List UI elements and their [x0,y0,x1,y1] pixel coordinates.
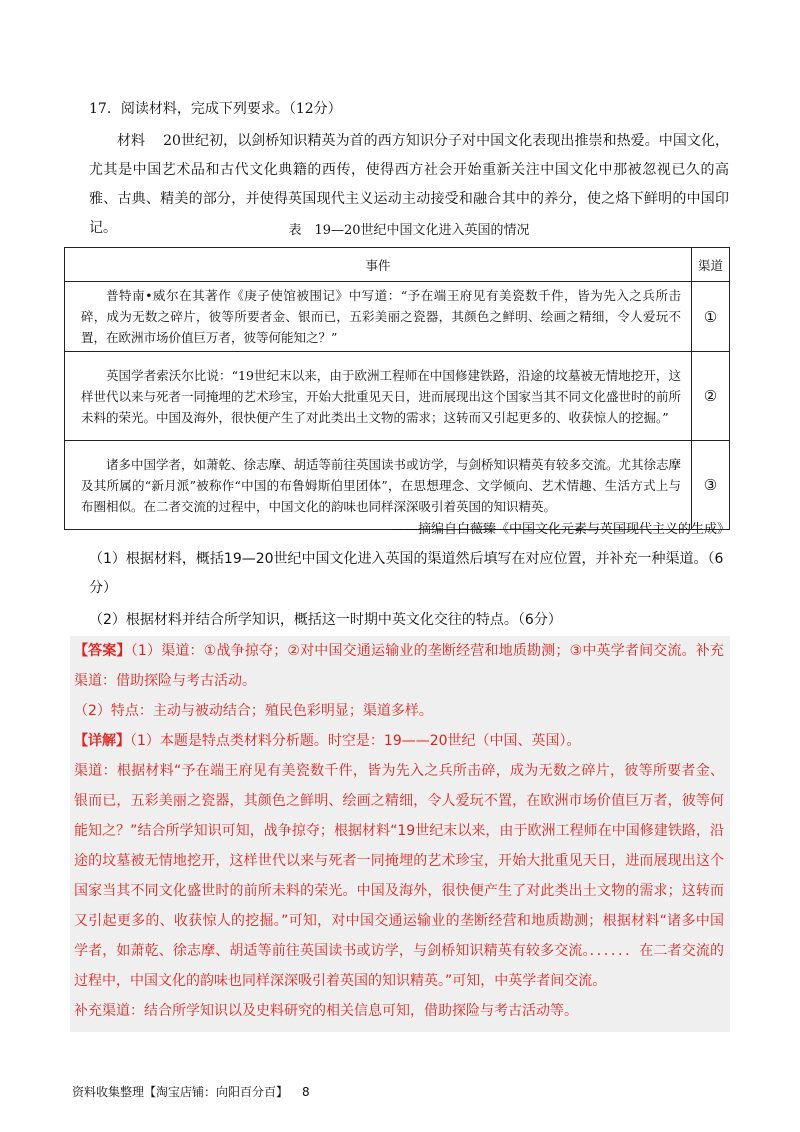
page-number: 8 [302,1085,310,1099]
answer-section [70,636,730,1032]
detail-supplement: 补充渠道：结合所学知识以及史料研究的相关信息可知，借助探险与考古活动等。 [74,1003,578,1019]
table-row [65,282,730,352]
detail-tag: 【详解】 [74,733,130,749]
events-table [64,247,730,530]
sub-question-1: （1）根据材料，概括19—20世纪中国文化进入英国的渠道然后填写在对应位置，并补充一种渠道。（6分） [89,551,724,596]
page-footer [72,1084,310,1100]
material-text: 20世纪初，以剑桥知识精英为首的西方知识分子对中国文化表现出推崇和热爱。中国文化，尤其是中国艺术品和古代文化典籍的西传，使得西方社会开始重新关注中国文化中那被忽视已久的高雅、古典、精美的部分，并使得英国现代主义运动主动接受和融合其中的养分，使之烙下鲜明的中国印记。 [89,133,730,236]
table-source: ——摘编自白薇臻《中国文化元素与英国现代主义的生成》 [391,522,730,537]
material-label: 材料 [117,133,146,149]
table-row [65,441,730,530]
table-row [65,352,730,441]
detail-line-1 [74,726,724,756]
detail-intro: （1）本题是特点类材料分析题。时空是：19——20世纪（中国、英国）。 [130,733,581,749]
detail-paragraph: 渠道：根据材料“予在端王府见有美瓷数千件，皆为先入之兵所击碎，成为无数之碎片，彼等所要者金、银而已，五彩美丽之瓷器，其颜色之鲜明、绘画之精细，令人爱玩不置，在欧洲市场价值巨万者，彼等何能知之？”结合所学知识可知，战争掠夺；根据材料“19世纪末以来，由于欧洲工程师在中国修建铁路，沿途的坟墓被无情地挖开，这样世代以来与死者一同掩埋的艺术珍宝，开始大批重见天日，进而展现出这个国家当其不同文化盛世时的前所未料的荣光。中国及海外，很快便产生了对此类出土文物的需求；这转而又引起更多的、收获惊人的挖掘。”可知，对中国交通运输业的垄断经营和地质勘测；根据材料“诸多中国学者，如萧乾、徐志摩、胡适等前往英国读书或访学，与剑桥知识精英有较多交流。．．．．．．在二者交流的过程中，中国文化的韵味也同样深深吸引着英国的知识精英。”可知，中英学者间交流。 [74,763,724,989]
channel-cell: ③ [692,441,730,530]
event-cell: 普特南•威尔在其著作《庚子使馆被围记》中写道：“予在端王府见有美瓷数千件，皆为先入之兵所击碎，成为无数之碎片，彼等所要者金、银而已，五彩美丽之瓷器，其颜色之鲜明、绘画之精细，令人爱玩不置，在欧洲市场价值巨万者，彼等何能知之？” [65,282,692,352]
channel-cell: ① [692,282,730,352]
header-event: 事件 [65,248,692,282]
question-title: 17．阅读材料，完成下列要求。（12分） [89,101,342,117]
table-caption: 表 19—20世纪中国文化进入英国的情况 [288,223,530,238]
channel-cell: ② [692,352,730,441]
answer-line-1 [74,636,724,696]
event-cell: 英国学者索沃尔比说：“19世纪末以来，由于欧洲工程师在中国修建铁路，沿途的坟墓被无情地挖开，这样世代以来与死者一同掩埋的艺术珍宝，开始大批重见天日，进而展现出这个国家当其不同文化盛世时的前所未料的荣光。中国及海外，很快便产生了对此类出土文物的需求；这转而又引起更多的、收获惊人的挖掘。” [65,352,692,441]
footer-text: 资料收集整理【淘宝店铺：向阳百分百】 [72,1085,289,1099]
answer-tag: 【答案】 [74,643,131,659]
event-cell: 诸多中国学者，如萧乾、徐志摩、胡适等前往英国读书或访学，与剑桥知识精英有较多交流。尤其徐志摩及其所属的“新月派”被称作“中国的布鲁姆斯伯里团体”，在思想理念、文学倾向、艺术情趣、生活方式上与布圈相似。在二者交流的过程中，中国文化的韵味也同样深深吸引着英国的知识精英。 [65,441,692,530]
answer-part-1: （1）渠道：①战争掠夺；②对中国交通运输业的垄断经营和地质勘测；③中英学者间交流。补充渠道：借助探险与考古活动。 [74,643,724,689]
header-channel: 渠道 [692,248,730,282]
answer-part-2: （2）特点：主动与被动结合；殖民色彩明显；渠道多样。 [74,703,433,719]
sub-question-2: （2）根据材料并结合所学知识，概括这一时期中英文化交往的特点。（6分） [89,612,562,628]
